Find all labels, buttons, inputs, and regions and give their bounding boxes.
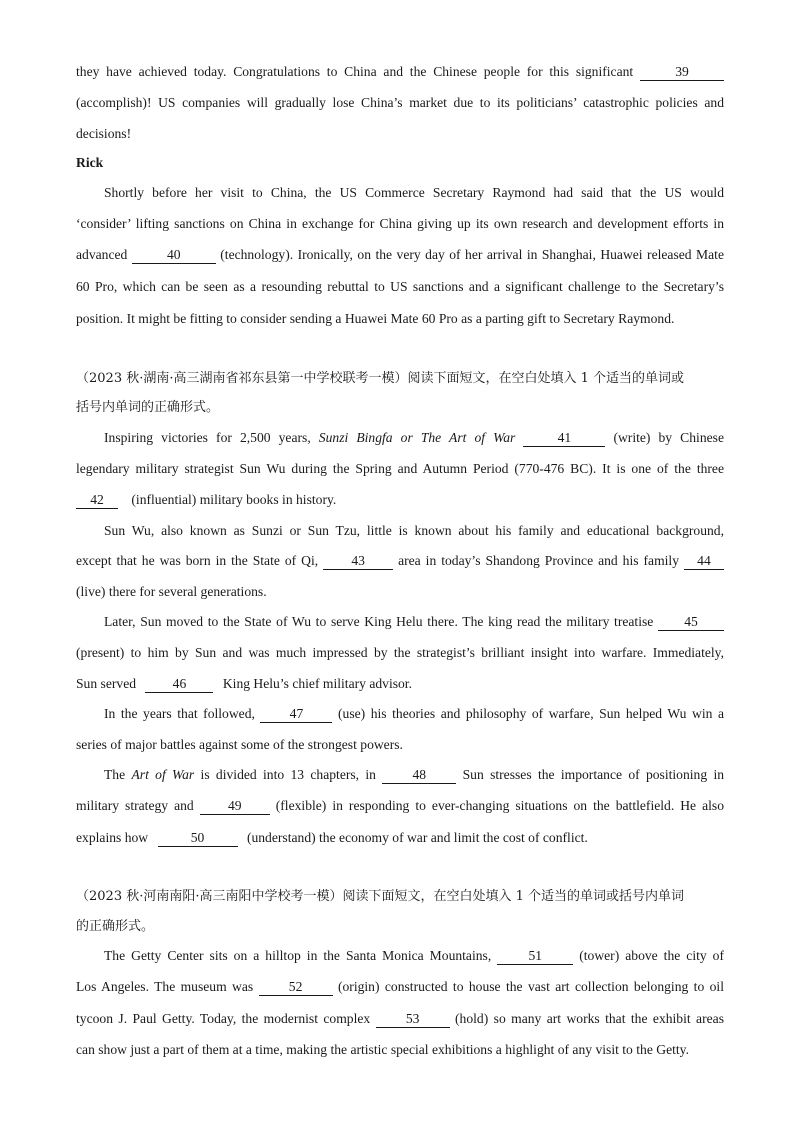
text-line	[76, 612, 724, 632]
text-line: Sun Wu, also known as Sunzi or Sun Tzu, little is known about his family and educational background,	[104, 523, 724, 538]
answer-blank[interactable]: 42	[76, 492, 118, 509]
text-line	[76, 796, 724, 816]
exercise-header: 的正确形式。	[76, 919, 155, 934]
text-span: area in today’s Shandong Province and his family	[398, 553, 679, 568]
answer-blank[interactable]: 39	[640, 64, 724, 81]
answer-blank[interactable]: 43	[323, 553, 393, 570]
text-line: decisions!	[76, 126, 132, 141]
answer-blank[interactable]: 46	[145, 676, 213, 693]
answer-blank[interactable]: 41	[523, 430, 605, 447]
text-span: In the years that followed,	[104, 706, 255, 721]
text-line: (present) to him by Sun and was much impressed by the strategist’s brilliant insight into warfare. Immediately,	[76, 645, 724, 660]
answer-blank[interactable]: 51	[497, 948, 573, 965]
answer-blank[interactable]: 40	[132, 247, 216, 264]
text-span: (write) by Chinese	[613, 430, 724, 445]
text-line	[76, 62, 724, 82]
text-line	[76, 674, 724, 694]
answer-blank[interactable]: 53	[376, 1011, 450, 1028]
text-span: military strategy and	[76, 798, 194, 813]
text-line	[76, 245, 724, 265]
text-span: Sun served	[76, 676, 137, 691]
exercise-header: 括号内单词的正确形式。	[76, 400, 220, 415]
text-span: (flexible) in responding to ever-changing situations on the battlefield. He also	[275, 798, 724, 813]
text-span: (tower) above the city of	[579, 948, 724, 963]
text-line	[76, 704, 724, 724]
author-name: Rick	[76, 155, 104, 170]
answer-blank[interactable]: 44	[684, 553, 724, 570]
text-span: advanced	[76, 247, 128, 262]
text-span: Los Angeles. The museum was	[76, 979, 254, 994]
text-span: (origin) constructed to house the vast art collection belonging to oil	[337, 979, 724, 994]
text-line	[76, 490, 724, 510]
text-line	[76, 551, 724, 571]
text-line: 60 Pro, which can be seen as a resounding rebuttal to US sanctions and a significant challenge to the Secretary’s	[76, 279, 724, 294]
text-span: Later, Sun moved to the State of Wu to serve King Helu there. The king read the military treatise	[104, 614, 654, 629]
text-line: legendary military strategist Sun Wu during the Spring and Autumn Period (770-476 BC). It is one of the three	[76, 461, 724, 476]
text-line: can show just a part of them at a time, making the artistic special exhibitions a highlight of any visit to the Getty.	[76, 1042, 689, 1057]
answer-blank[interactable]: 47	[260, 706, 332, 723]
text-line: Shortly before her visit to China, the US Commerce Secretary Raymond had said that the US would	[104, 185, 724, 200]
text-line	[76, 828, 724, 848]
book-title: Sunzi Bingfa or The Art of War	[318, 430, 516, 445]
text-line	[76, 765, 724, 785]
text-span: (hold) so many art works that the exhibit areas	[455, 1011, 724, 1026]
answer-blank[interactable]: 49	[200, 798, 270, 815]
text-line	[76, 1009, 724, 1029]
text-line	[76, 977, 724, 997]
text-span: they have achieved today. Congratulations to China and the Chinese people for this significant	[76, 64, 634, 79]
text-span: (understand) the economy of war and limit the cost of conflict.	[246, 830, 588, 845]
text-span: is divided into 13 chapters, in	[200, 767, 376, 782]
answer-blank[interactable]: 45	[658, 614, 724, 631]
text-span: King Helu’s chief military advisor.	[222, 676, 412, 691]
book-title: Art of War	[131, 767, 195, 782]
exercise-header: （2023 秋·河南南阳·高三南阳中学校考一模）阅读下面短文，在空白处填入 1 个适当的单词或括号内单词	[76, 889, 685, 904]
answer-blank[interactable]: 50	[158, 830, 238, 847]
text-span: except that he was born in the State of Qi,	[76, 553, 319, 568]
text-line	[76, 428, 724, 448]
text-span: explains how	[76, 830, 149, 845]
text-line: (live) there for several generations.	[76, 584, 267, 599]
text-line: series of major battles against some of the strongest powers.	[76, 737, 403, 752]
text-span: (use) his theories and philosophy of warfare, Sun helped Wu win a	[338, 706, 724, 721]
exercise-header: （2023 秋·湖南·高三湖南省祁东县第一中学校联考一模）阅读下面短文，在空白处填入 1 个适当的单词或	[76, 371, 685, 386]
text-line: (accomplish)! US companies will gradually lose China’s market due to its politicians’ catastrophic policies and	[76, 95, 724, 110]
answer-blank[interactable]: 48	[382, 767, 456, 784]
text-line: position. It might be fitting to consider sending a Huawei Mate 60 Pro as a parting gift to Secretary Raymond.	[76, 311, 675, 326]
text-line	[76, 946, 724, 966]
text-span: (technology). Ironically, on the very day of her arrival in Shanghai, Huawei released Mate	[220, 247, 724, 262]
text-span: Inspiring victories for 2,500 years,	[104, 430, 311, 445]
text-line: ‘consider’ lifting sanctions on China in exchange for China giving up its own research and development efforts in	[76, 216, 724, 231]
text-span: Sun stresses the importance of positioning in	[462, 767, 725, 782]
text-span: The Getty Center sits on a hilltop in the Santa Monica Mountains,	[104, 948, 492, 963]
text-span: tycoon J. Paul Getty. Today, the modernist complex	[76, 1011, 371, 1026]
answer-blank[interactable]: 52	[259, 979, 333, 996]
text-span: The	[104, 767, 126, 782]
text-span: (influential) military books in history.	[131, 492, 337, 507]
